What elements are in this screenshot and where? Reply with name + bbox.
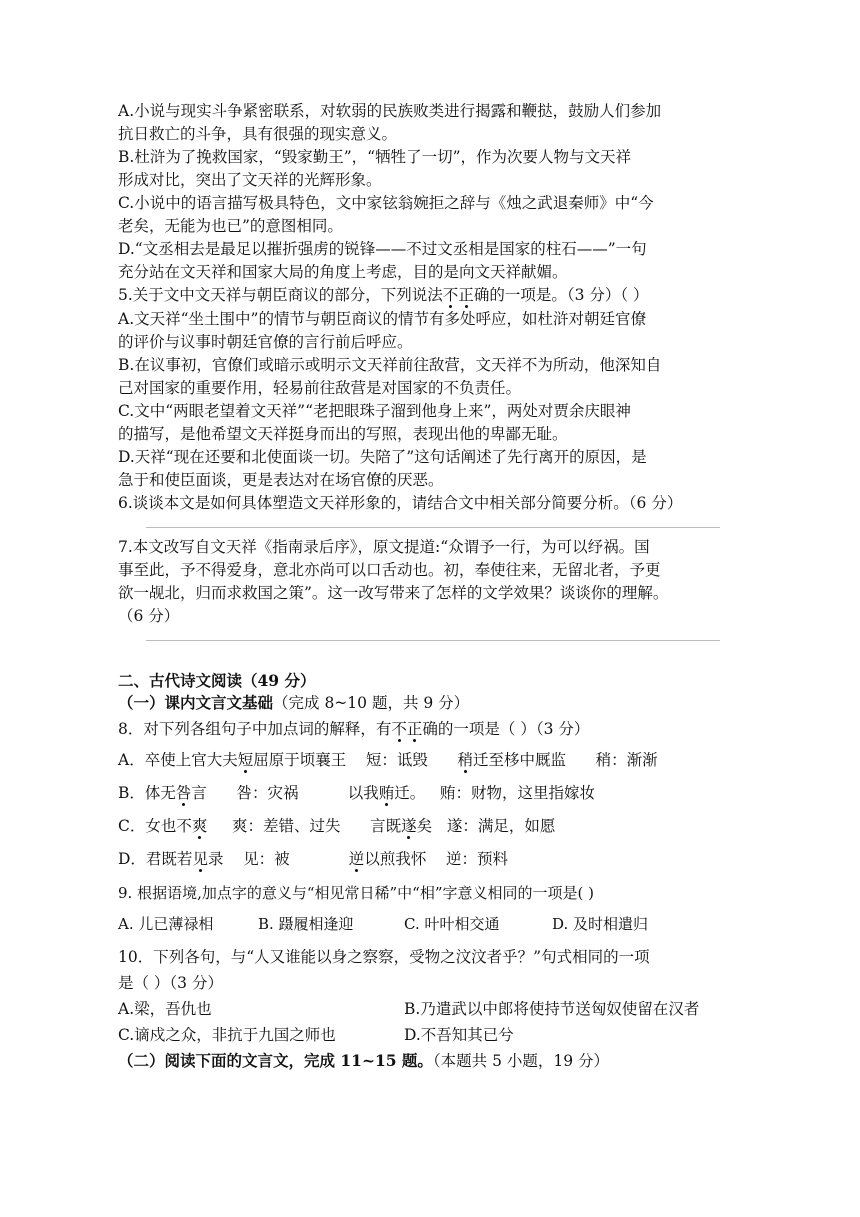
emphasis-dot-char: 正	[406, 720, 423, 738]
emphasis-dot-char: 见	[192, 850, 208, 868]
emphasis-dot-char: 不	[442, 286, 459, 304]
q10-option-d: D.不吾知其已兮	[404, 1026, 514, 1044]
emphasis-dot-char: 爽	[191, 817, 208, 835]
q10-stem-line1: 10．下列各句，与“人又谁能以身之察察，受物之汶汶者乎？”句式相同的一项	[118, 948, 650, 966]
q10-stem-line2: 是（ ）（3 分）	[118, 974, 223, 992]
q5-option-c-line1: C.文中“两眼老望着文天祥”“老把眼珠子溜到他身上来”，两处对贾余庆眼神	[118, 402, 631, 420]
q5-option-b-line2: 己对国家的重要作用，轻易前往敌营是对国家的不负责任。	[118, 379, 522, 397]
emphasis-dot-char: 逆	[348, 850, 365, 868]
q7-answer-line[interactable]	[146, 640, 720, 641]
q9-option-a: A. 儿已薄禄相	[118, 915, 214, 933]
q3-option-a-line1: A.小说与现实斗争紧密联系，对软弱的民族败类进行揭露和鞭挞，鼓励人们参加	[118, 102, 662, 120]
q3-option-d-line2: 充分站在文天祥和国家大局的角度上考虑，目的是向文天祥献媚。	[118, 263, 568, 281]
q5-option-a-line2: 的评价与议事时朝廷官僚的言行前后呼应。	[118, 333, 413, 351]
q7-line2: 事至此，予不得爱身，意北亦尚可以口舌动也。初，奉使往来，无留北者，予更	[118, 561, 661, 579]
q3-option-b-line1: B.杜浒为了挽救国家，“毁家勤王”，“牺牲了一切”，作为次要人物与文天祥	[118, 148, 632, 166]
q5-stem: 5.关于文中文天祥与朝臣商议的部分，下列说法不正确的一项是。（3 分）（ ）	[118, 286, 649, 304]
q7-line4: （6 分）	[118, 607, 180, 625]
q5-option-b-line1: B.在议事初，官僚们或暗示或明示文天祥前往敌营，文天祥不为所动，他深知自	[118, 356, 662, 374]
q5-option-a-line1: A.文天祥“坐土围中”的情节与朝臣商议的情节有多处呼应，如杜浒对朝廷官僚	[118, 310, 646, 328]
q3-option-c-line2: 老矣，无能为也已”的意图相同。	[118, 217, 343, 235]
q8-option-d: D．君既若见录 见：被 逆以煎我怀 逆：预料	[118, 850, 509, 868]
q9-option-b: B. 蹑履相逢迎	[258, 915, 354, 933]
emphasis-dot-char: 短	[237, 751, 254, 769]
q3-option-b-line2: 形成对比，突出了文天祥的光辉形象。	[118, 171, 382, 189]
emphasis-dot-char: 不	[391, 720, 407, 738]
q7-line1: 7.本文改写自文天祥《指南录后序》，原文提道:“众谓予一行，为可以纾祸。国	[118, 538, 650, 556]
emphasis-dot-char: 咎	[175, 784, 192, 802]
emphasis-dot-char: 正	[458, 286, 474, 304]
q3-option-c-line1: C.小说中的语言描写极具特色，文中家铉翁婉拒之辞与《烛之武退秦师》中“今	[118, 194, 654, 212]
subsection1-heading: （一）课内文言文基础（完成 8~10 题，共 9 分）	[118, 693, 470, 712]
q10-option-c: C.谪戍之众，非抗于九国之师也	[118, 1026, 336, 1044]
q8-option-a: A．卒使上官大夫短屈原于顷襄王 短：诋毁 稍迁至栘中厩监 稍：渐渐	[118, 751, 658, 769]
q3-option-d-line1: D.“文丞相去是最足以摧折强虏的锐锋——不过文丞相是国家的柱石——”一句	[118, 240, 647, 258]
q8-stem: 8．对下列各组句子中加点词的解释，有不正确的一项是（ ）（3 分）	[118, 720, 590, 738]
q5-option-d-line2: 急于和使臣面谈，更是表达对在场官僚的厌恶。	[118, 471, 444, 489]
emphasis-dot-char: 稍	[457, 751, 474, 769]
q10-option-b: B.乃遣武以中郎将使持节送匈奴使留在汉者	[404, 1000, 700, 1018]
section2-title: 二、古代诗文阅读（49 分）	[118, 671, 316, 690]
q5-option-c-line2: 的描写，是他希望文天祥挺身而出的写照，表现出他的卑鄙无耻。	[118, 425, 568, 443]
q5-option-d-line1: D.天祥“现在还要和北使面谈一切。失陪了”这句话阐述了先行离开的原因，是	[118, 448, 647, 466]
q9-option-d: D. 及时相遣归	[552, 915, 649, 933]
q6-stem: 6.谈谈本文是如何具体塑造文天祥形象的，请结合文中相关部分简要分析。（6 分）	[118, 494, 683, 512]
q10-option-a: A.梁，吾仇也	[118, 1000, 212, 1018]
q8-option-b: B．体无咎言 咎：灾祸 以我贿迁。 贿：财物，这里指嫁妆	[118, 784, 596, 802]
q6-answer-line[interactable]	[146, 527, 720, 528]
emphasis-dot-char: 遂	[401, 817, 417, 835]
q8-option-c: C．女也不爽 爽：差错、过失 言既遂矣 遂：满足，如愿	[118, 817, 556, 835]
q3-option-a-line2: 抗日救亡的斗争，具有很强的现实意义。	[118, 125, 398, 143]
q9-option-c: C. 叶叶相交通	[404, 915, 500, 933]
q7-line3: 欲一觇北，归而求救国之策”。这一改写带来了怎样的文学效果？谈谈你的理解。	[118, 584, 669, 602]
subsection2-heading: （二）阅读下面的文言文，完成 11~15 题。（本题共 5 小题，19 分）	[118, 1051, 610, 1070]
emphasis-dot-char: 贿	[378, 784, 395, 802]
q9-stem: 9. 根据语境,加点字的意义与“相见常日稀”中“相”字意义相同的一项是( )	[118, 884, 594, 902]
